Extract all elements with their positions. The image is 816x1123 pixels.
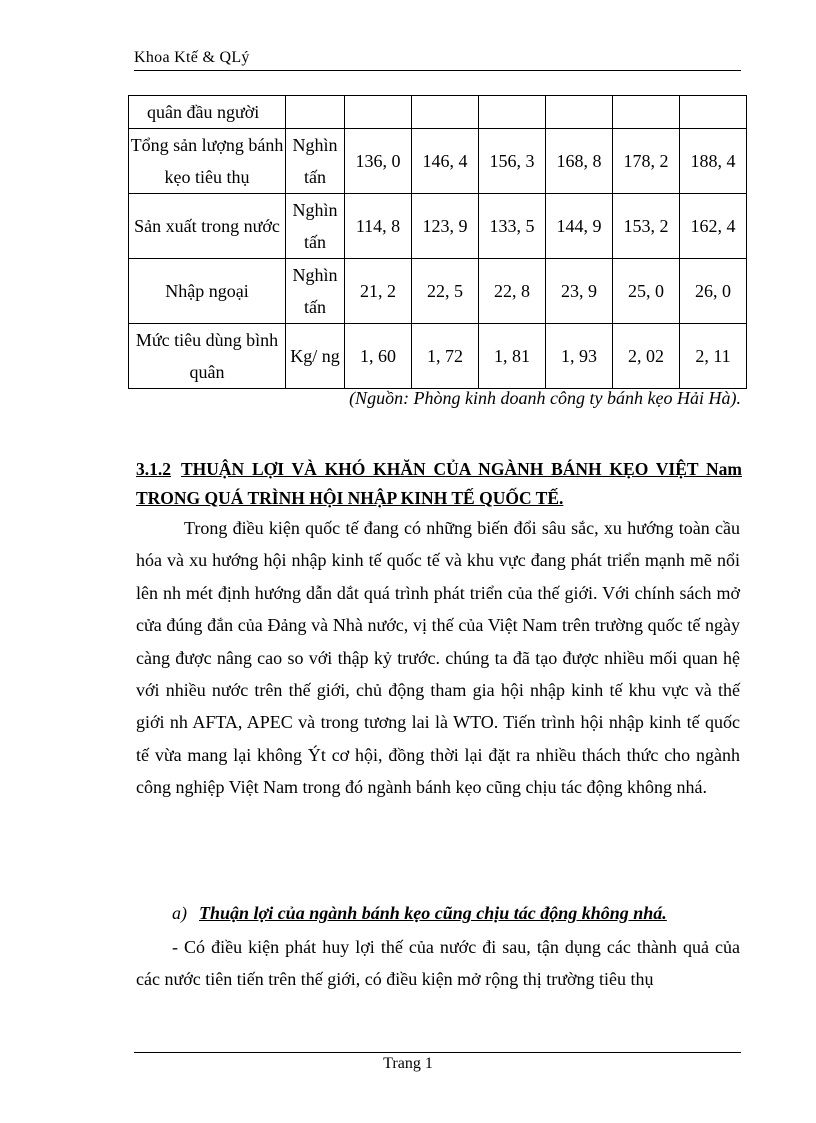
table-cell: 22, 5 (412, 259, 479, 324)
table-cell (613, 96, 680, 129)
row-unit: Nghìn tấn (286, 259, 345, 324)
row-unit: Nghìn tấn (286, 129, 345, 194)
table-cell: 1, 60 (345, 324, 412, 389)
table-cell: 2, 02 (613, 324, 680, 389)
table-cell: 146, 4 (412, 129, 479, 194)
table-cell: 144, 9 (546, 194, 613, 259)
table-cell: 1, 93 (546, 324, 613, 389)
row-label: quân đầu người (129, 96, 286, 129)
table-cell: 162, 4 (680, 194, 747, 259)
table-cell (546, 96, 613, 129)
table-cell: 2, 11 (680, 324, 747, 389)
table-cell: 21, 2 (345, 259, 412, 324)
table-cell: 123, 9 (412, 194, 479, 259)
table-cell: 153, 2 (613, 194, 680, 259)
table-cell: 168, 8 (546, 129, 613, 194)
section-number: 3.1.2 (136, 459, 171, 479)
table-cell: 26, 0 (680, 259, 747, 324)
table-cell (345, 96, 412, 129)
page-header: Khoa Ktế & QLý (134, 49, 250, 66)
body-paragraph: - Có điều kiện phát huy lợi thế của nước đi sau, tận dụng các thành quả của các nước tiên tiến trên thế giới, có điều kiện mở rộng thị trường tiêu thụ (136, 937, 740, 990)
row-unit (286, 96, 345, 129)
table-row (129, 129, 747, 194)
section-heading (136, 455, 742, 513)
row-label: Tổng sản lượng bánh kẹo tiêu thụ (129, 129, 286, 194)
subheading (172, 903, 667, 924)
table-cell: 178, 2 (613, 129, 680, 194)
row-label: Mức tiêu dùng bình quân (129, 324, 286, 389)
table-cell: 136, 0 (345, 129, 412, 194)
table-row (129, 324, 747, 389)
header-rule (134, 70, 741, 71)
table-cell: 133, 5 (479, 194, 546, 259)
table-row (129, 259, 747, 324)
table-cell: 23, 9 (546, 259, 613, 324)
row-unit: Nghìn tấn (286, 194, 345, 259)
table-cell (412, 96, 479, 129)
table-cell: 22, 8 (479, 259, 546, 324)
footer-rule (134, 1052, 741, 1053)
table-cell (479, 96, 546, 129)
subheading-label: a) (172, 903, 187, 923)
row-unit: Kg/ ng (286, 324, 345, 389)
row-label: Nhập ngoại (129, 259, 286, 324)
table-cell: 25, 0 (613, 259, 680, 324)
table-cell: 156, 3 (479, 129, 546, 194)
table-cell: 188, 4 (680, 129, 747, 194)
page-footer: Trang 1 (383, 1055, 433, 1072)
row-label: Sản xuất trong nước (129, 194, 286, 259)
table-source: (Nguồn: Phòng kinh doanh công ty bánh kẹo Hải Hà). (349, 388, 741, 408)
consumption-table (128, 95, 747, 389)
subheading-text: Thuận lợi của ngành bánh kẹo cũng chịu tác động không nhá. (199, 903, 667, 923)
body-paragraph: Trong điều kiện quốc tế đang có những biến đổi sâu sắc, xu hướng toàn cầu hóa và xu hướng hội nhập kinh tế quốc tế và khu vực đang phát triển mạnh mẽ nổi lên nh mét định hướng dẫn dắt quá trình phát triển của thế giới. Với chính sách mở cửa đúng đắn của Đảng và Nhà nước, vị thế của Việt Nam trên trường quốc tế ngày càng được nâng cao so với thập kỷ trước. chúng ta đã tạo được nhiều mối quan hệ với nhiều nước trên thế giới, chủ động tham gia hội nhập kinh tế khu vực và thế giới nh AFTA, APEC và trong tương lai là WTO. Tiến trình hội nhập kinh tế quốc tế vừa mang lại không Ýt cơ hội, đồng thời lại đặt ra nhiều thách thức cho ngành công nghiệp Việt Nam trong đó ngành bánh kẹo cũng chịu tác động không nhá. (136, 518, 740, 798)
table-row (129, 194, 747, 259)
table-cell: 1, 72 (412, 324, 479, 389)
table-row (129, 96, 747, 129)
table-cell (680, 96, 747, 129)
table-cell: 1, 81 (479, 324, 546, 389)
section-title: THUẬN LỢI VÀ KHÓ KHĂN CỦA NGÀNH BÁNH KẸO VIỆT Nam TRONG QUÁ TRÌNH HỘI NHẬP KINH TẾ QUỐC TẾ. (136, 459, 742, 508)
table-cell: 114, 8 (345, 194, 412, 259)
